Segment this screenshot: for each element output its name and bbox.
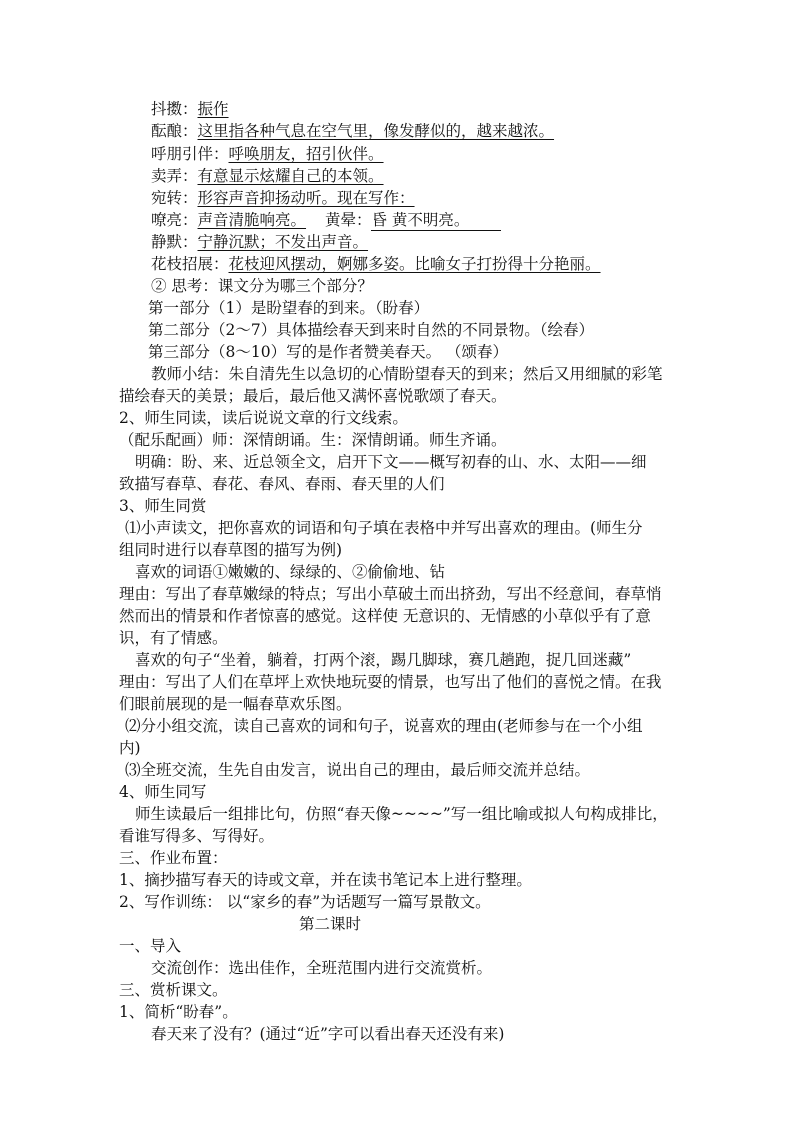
favorite-words: 喜欢的词语①嫩嫩的、绿绿的、②偷偷地、钻 xyxy=(135,563,446,581)
section-2-line: （配乐配画）师：深情朗诵。生：深情朗诵。师生齐诵。 xyxy=(119,431,507,449)
vocab-item: 呼朋引伴：呼唤朋友，招引伙伴。 xyxy=(151,145,384,163)
section-4-line: 师生读最后一组排比句，仿照“春天像~~~~”写一组比喻或拟人句构成排比， xyxy=(135,805,668,823)
vocab-item: 嘹亮：声音清脆响亮。 黄晕：昏 黄不明亮。 xyxy=(151,209,501,231)
part-1: 第一部分（1）是盼望春的到来。（盼春） xyxy=(148,299,430,317)
vocab-item: 卖弄：有意显示炫耀自己的本领。 xyxy=(151,167,384,185)
section-4-line: 看谁写得多、写得好。 xyxy=(119,827,275,845)
section-2-line: 致描写春草、春花、春风、春雨、春天里的人们 xyxy=(119,475,445,493)
vocab-item: 宛转：形容声音抑扬动听。现在写作： xyxy=(151,189,415,207)
vocab-item: 花枝招展：花枝迎风摆动，婀娜多姿。比喻女子打扮得十分艳丽。 xyxy=(151,255,601,273)
section-4-title: 4、师生同写 xyxy=(119,783,207,801)
class-exchange: ⑶全班交流，生先自由发言，说出自己的理由，最后师交流并总结。 xyxy=(125,761,591,779)
reason-line: 们眼前展现的是一幅春草欢乐图。 xyxy=(119,695,352,713)
analysis-question: 春天来了没有？(通过“近”字可以看出春天还没有来) xyxy=(151,1025,505,1043)
homework-item: 1、摘抄描写春天的诗或文章，并在读书笔记本上进行整理。 xyxy=(119,871,532,889)
lesson-2-title: 第二课时 xyxy=(299,915,362,933)
homework-item: 2、写作训练： 以“家乡的春”为话题写一篇写景散文。 xyxy=(119,893,491,911)
reason-line: 理由：写出了人们在草坪上欢快地玩耍的情景，也写出了他们的喜悦之情。在我 xyxy=(119,673,662,691)
reason-line: 然而出的情景和作者惊喜的感觉。这样使 无意识的、无情感的小草似乎有了意 xyxy=(119,607,651,625)
vocab-item: 酝酿：这里指各种气息在空气里，像发酵似的，越来越浓。 xyxy=(151,122,555,140)
group-exchange: ⑵分小组交流，读自己喜欢的词和句子，说喜欢的理由(老师参与在一个小组 xyxy=(125,717,643,735)
part-3: 第三部分（8～10）写的是作者赞美春天。 （颂春） xyxy=(148,343,509,361)
vocab-item: 静默：宁静沉默；不发出声音。 xyxy=(151,233,369,251)
analysis-heading: 三、赏析课文。 xyxy=(119,981,228,999)
part-2: 第二部分（2～7）具体描绘春天到来时自然的不同景物。（绘春） xyxy=(148,321,594,339)
section-3-line: ⑴小声读文，把你喜欢的词语和句子填在表格中并写出喜欢的理由。(师生分 xyxy=(125,519,643,537)
reason-line: 理由：写出了春草嫩绿的特点；写出小草破土而出挤劲，写出不经意间，春草悄 xyxy=(119,585,662,603)
intro-line: 交流创作：选出佳作，全班范围内进行交流赏析。 xyxy=(151,959,493,977)
reason-line: 识，有了情感。 xyxy=(119,629,228,647)
section-2-title: 2、师生同读，读后说说文章的行文线索。 xyxy=(119,409,408,427)
teacher-summary-cont: 描绘春天的美景；最后，最后他又满怀喜悦歌颂了春天。 xyxy=(119,387,507,405)
think-question: ② 思考：课文分为哪三个部分？ xyxy=(151,277,373,295)
section-3-title: 3、师生同赏 xyxy=(119,497,207,515)
favorite-sentence: 喜欢的句子“坐着，躺着，打两个滚，踢几脚球，赛几趟跑，捉几回迷藏” xyxy=(135,651,632,669)
group-exchange-cont: 内) xyxy=(119,739,141,757)
section-3-line: 组同时进行以春草图的描写为例) xyxy=(119,541,343,559)
section-2-line: 明确：盼、来、近总领全文，启开下文——概写初春的山、水、太阳——细 xyxy=(135,453,647,471)
intro-heading: 一、导入 xyxy=(119,937,182,955)
analysis-sub: 1、简析“盼春”。 xyxy=(119,1003,238,1021)
vocab-item: 抖擞：振作 xyxy=(151,100,229,118)
homework-title: 三、作业布置： xyxy=(119,849,228,867)
teacher-summary: 教师小结：朱自清先生以急切的心情盼望春天的到来；然后又用细腻的彩笔 xyxy=(151,365,663,383)
